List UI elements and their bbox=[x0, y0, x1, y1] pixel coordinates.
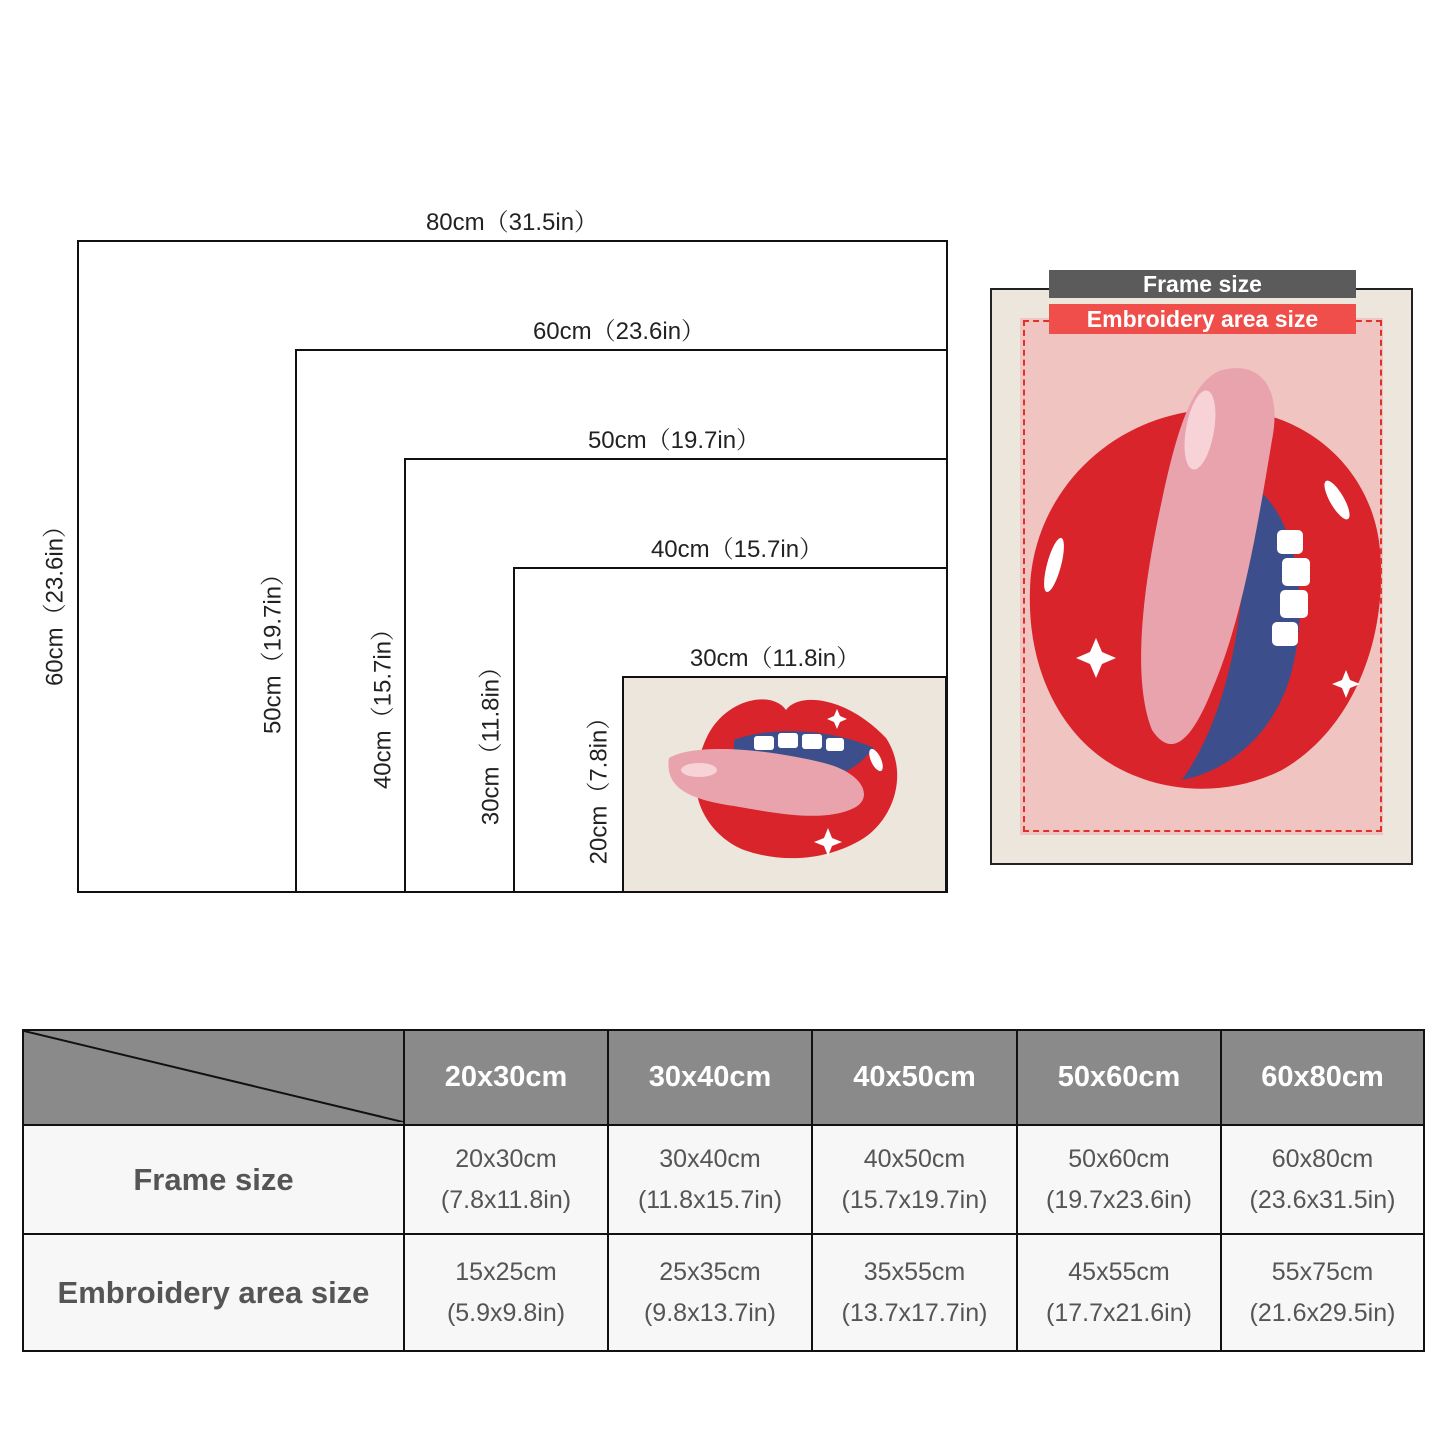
table-cell bbox=[404, 1234, 608, 1351]
cell-in: (7.8x11.8in) bbox=[440, 1185, 572, 1214]
table-cell bbox=[1221, 1234, 1424, 1351]
cell-in: (21.6x29.5in) bbox=[1249, 1298, 1396, 1327]
width-label-40cm: 40cm（15.7in） bbox=[650, 536, 824, 563]
embroidery-area-outline bbox=[1023, 320, 1382, 832]
row-label-embroidery-area-size: Embroidery area size bbox=[23, 1234, 404, 1351]
cell-cm: 25x35cm bbox=[659, 1257, 761, 1286]
table-cell bbox=[608, 1125, 812, 1234]
table-cell bbox=[404, 1125, 608, 1234]
cell-cm: 30x40cm bbox=[659, 1144, 761, 1173]
width-label-80cm: 80cm（31.5in） bbox=[425, 209, 599, 236]
table-cell bbox=[812, 1234, 1017, 1351]
table-corner-cell bbox=[23, 1030, 404, 1125]
cell-in: (17.7x21.6in) bbox=[1046, 1298, 1192, 1327]
cell-cm: 60x80cm bbox=[1271, 1144, 1374, 1173]
width-label-50cm: 50cm（19.7in） bbox=[587, 427, 761, 454]
lips-artwork-icon bbox=[624, 678, 945, 891]
cell-cm: 15x25cm bbox=[455, 1257, 557, 1286]
cell-cm: 20x30cm bbox=[455, 1144, 557, 1173]
table-cell bbox=[1017, 1125, 1221, 1234]
cell-in: (23.6x31.5in) bbox=[1249, 1185, 1396, 1214]
cell-cm: 40x50cm bbox=[863, 1144, 966, 1173]
height-label-40cm: 40cm（15.7in） bbox=[369, 616, 397, 790]
cell-in: (15.7x19.7in) bbox=[841, 1185, 988, 1214]
column-header: 30x40cm bbox=[608, 1030, 812, 1125]
cell-cm: 55x75cm bbox=[1271, 1257, 1374, 1286]
cell-cm: 50x60cm bbox=[1068, 1144, 1170, 1173]
frame-size-tag: Frame size bbox=[1049, 270, 1356, 298]
table-row bbox=[23, 1234, 1424, 1351]
lips-thumbnail bbox=[622, 676, 947, 893]
width-label-30cm: 30cm（11.8in） bbox=[689, 645, 861, 672]
table-cell bbox=[1221, 1125, 1424, 1234]
column-header: 50x60cm bbox=[1017, 1030, 1221, 1125]
table-cell bbox=[1017, 1234, 1221, 1351]
cell-in: (19.7x23.6in) bbox=[1046, 1185, 1192, 1214]
diagonal-divider-icon bbox=[24, 1031, 403, 1122]
column-header: 60x80cm bbox=[1221, 1030, 1424, 1125]
cell-in: (5.9x9.8in) bbox=[446, 1298, 566, 1327]
width-label-60cm: 60cm（23.6in） bbox=[532, 318, 706, 345]
height-label-30cm: 30cm（11.8in） bbox=[477, 654, 505, 826]
cell-in: (9.8x13.7in) bbox=[643, 1298, 777, 1327]
column-header: 40x50cm bbox=[812, 1030, 1017, 1125]
size-table bbox=[22, 1029, 1425, 1352]
cell-cm: 35x55cm bbox=[863, 1257, 966, 1286]
row-label-frame-size: Frame size bbox=[23, 1125, 404, 1234]
table-row bbox=[23, 1125, 1424, 1234]
height-label-20cm: 20cm（7.8in） bbox=[585, 705, 613, 865]
height-label-50cm: 50cm（19.7in） bbox=[259, 561, 287, 735]
table-cell bbox=[812, 1125, 1017, 1234]
embroidery-area-tag: Embroidery area size bbox=[1049, 304, 1356, 334]
column-header: 20x30cm bbox=[404, 1030, 608, 1125]
cell-in: (13.7x17.7in) bbox=[841, 1298, 988, 1327]
cell-in: (11.8x15.7in) bbox=[637, 1185, 783, 1214]
product-photo bbox=[990, 288, 1413, 865]
table-cell bbox=[608, 1234, 812, 1351]
height-label-60cm: 60cm（23.6in） bbox=[41, 513, 69, 687]
cell-cm: 45x55cm bbox=[1068, 1257, 1170, 1286]
